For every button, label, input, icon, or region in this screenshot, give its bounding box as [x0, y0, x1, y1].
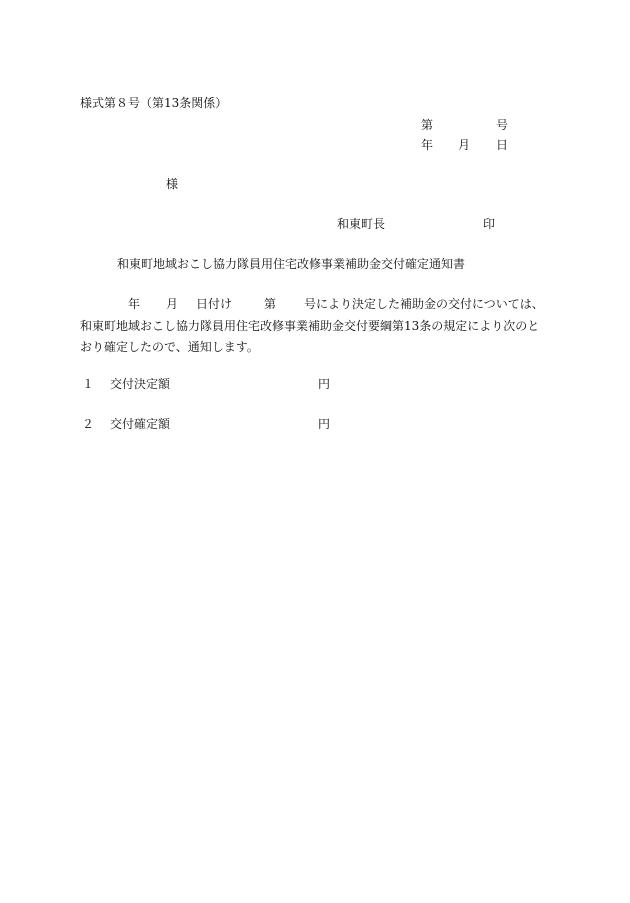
date-month-label: 月 — [458, 138, 471, 152]
date-day-label: 日 — [496, 138, 509, 152]
body-line-3: おり確定したので、通知します。 — [80, 340, 259, 354]
item-unit-yen: 円 — [318, 417, 331, 431]
body-number-prefix: 第 — [264, 297, 277, 311]
item-label-confirmed-amount: 交付確定額 — [110, 417, 171, 431]
body-year-label: 年 — [128, 297, 141, 311]
item-number: １ — [82, 377, 95, 391]
item-unit-yen: 円 — [318, 377, 331, 391]
document-number-prefix: 第 — [421, 118, 434, 132]
body-line-1: 号により決定した補助金の交付については、 — [304, 297, 544, 311]
seal-mark: 印 — [483, 217, 496, 231]
issuer-name: 和東町長 — [337, 217, 386, 231]
body-day-dated-label: 日付け — [196, 297, 233, 311]
item-label-decided-amount: 交付決定額 — [110, 377, 171, 391]
item-number: ２ — [82, 417, 95, 431]
body-line-2: 和東町地域おこし協力隊員用住宅改修事業補助金交付要綱第13条の規定により次のと — [80, 319, 540, 333]
form-label: 様式第８号（第13条関係） — [80, 96, 228, 110]
document-title: 和東町地域おこし協力隊員用住宅改修事業補助金交付確定通知書 — [117, 257, 466, 271]
recipient-honorific: 様 — [166, 177, 179, 191]
date-year-label: 年 — [421, 138, 434, 152]
body-month-label: 月 — [166, 297, 179, 311]
document-number-suffix: 号 — [496, 118, 509, 132]
